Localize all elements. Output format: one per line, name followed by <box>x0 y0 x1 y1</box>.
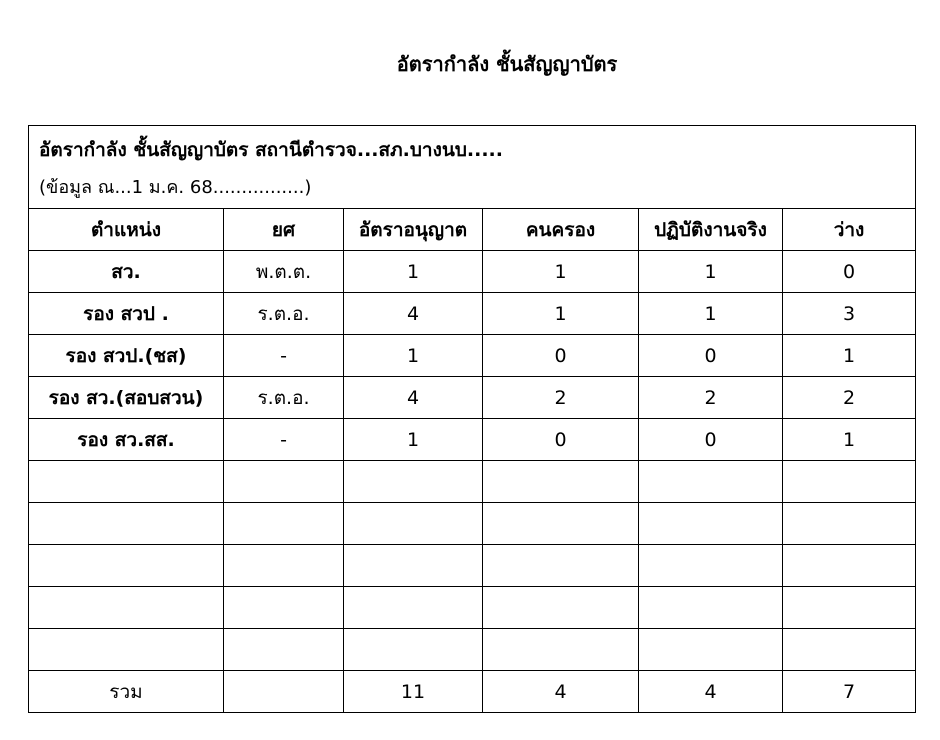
cell-actual: 0 <box>639 419 783 461</box>
cell-position: รอง สว.(สอบสวน) <box>29 377 224 419</box>
cell-vacant: 0 <box>783 251 916 293</box>
header-occupied: คนครอง <box>483 209 639 251</box>
cell-occupied: 1 <box>483 293 639 335</box>
table-row <box>29 377 916 419</box>
cell-rank: ร.ต.อ. <box>224 377 344 419</box>
cell-actual <box>639 461 783 503</box>
cell-occupied: 0 <box>483 335 639 377</box>
cell-actual: 1 <box>639 293 783 335</box>
cell-authorized: 4 <box>344 377 483 419</box>
cell-authorized: 1 <box>344 251 483 293</box>
cell-occupied <box>483 503 639 545</box>
table-row <box>29 545 916 587</box>
cell-authorized <box>344 503 483 545</box>
table-row <box>29 251 916 293</box>
cell-vacant: 2 <box>783 377 916 419</box>
table-caption-cell <box>29 126 916 209</box>
cell-position: รอง สวป.(ชส) <box>29 335 224 377</box>
cell-vacant <box>783 587 916 629</box>
cell-occupied: 0 <box>483 419 639 461</box>
cell-position: รวม <box>29 671 224 713</box>
cell-vacant: 1 <box>783 419 916 461</box>
cell-vacant <box>783 629 916 671</box>
staffing-table <box>28 125 916 713</box>
cell-rank: พ.ต.ต. <box>224 251 344 293</box>
cell-rank <box>224 545 344 587</box>
table-row <box>29 419 916 461</box>
cell-occupied <box>483 629 639 671</box>
cell-actual: 4 <box>639 671 783 713</box>
cell-actual <box>639 587 783 629</box>
cell-position: รอง สวป . <box>29 293 224 335</box>
header-vacant: ว่าง <box>783 209 916 251</box>
cell-position <box>29 629 224 671</box>
cell-rank <box>224 503 344 545</box>
cell-vacant: 1 <box>783 335 916 377</box>
cell-position <box>29 503 224 545</box>
cell-actual <box>639 629 783 671</box>
cell-rank <box>224 671 344 713</box>
cell-actual <box>639 503 783 545</box>
cell-position <box>29 587 224 629</box>
cell-rank <box>224 461 344 503</box>
header-actual: ปฏิบัติงานจริง <box>639 209 783 251</box>
table-row <box>29 629 916 671</box>
cell-rank: - <box>224 335 344 377</box>
table-row <box>29 503 916 545</box>
cell-occupied <box>483 461 639 503</box>
cell-rank: - <box>224 419 344 461</box>
cell-vacant <box>783 545 916 587</box>
cell-position <box>29 545 224 587</box>
cell-authorized: 1 <box>344 419 483 461</box>
cell-occupied: 4 <box>483 671 639 713</box>
table-row <box>29 461 916 503</box>
cell-authorized: 1 <box>344 335 483 377</box>
header-position: ตำแหน่ง <box>29 209 224 251</box>
cell-actual <box>639 545 783 587</box>
header-rank: ยศ <box>224 209 344 251</box>
cell-authorized <box>344 461 483 503</box>
cell-vacant: 7 <box>783 671 916 713</box>
table-row <box>29 587 916 629</box>
total-row <box>29 671 916 713</box>
cell-vacant: 3 <box>783 293 916 335</box>
table-caption: อัตรากำลัง ชั้นสัญญาบัตร สถานีตำรวจ...สภ.บางนบ..... <box>39 139 503 161</box>
table-header-row <box>29 209 916 251</box>
table-caption-row <box>29 126 916 209</box>
cell-occupied <box>483 587 639 629</box>
cell-rank: ร.ต.อ. <box>224 293 344 335</box>
cell-authorized: 4 <box>344 293 483 335</box>
cell-actual: 0 <box>639 335 783 377</box>
cell-position: สว. <box>29 251 224 293</box>
cell-occupied: 1 <box>483 251 639 293</box>
cell-vacant <box>783 503 916 545</box>
header-authorized: อัตราอนุญาต <box>344 209 483 251</box>
cell-authorized: 11 <box>344 671 483 713</box>
cell-rank <box>224 587 344 629</box>
cell-rank <box>224 629 344 671</box>
cell-position <box>29 461 224 503</box>
cell-actual: 2 <box>639 377 783 419</box>
cell-authorized <box>344 545 483 587</box>
cell-actual: 1 <box>639 251 783 293</box>
cell-authorized <box>344 629 483 671</box>
table-row <box>29 335 916 377</box>
cell-occupied <box>483 545 639 587</box>
cell-vacant <box>783 461 916 503</box>
data-date-note: (ข้อมูล ณ...1 ม.ค. 68................) <box>39 177 312 198</box>
page-title: อัตรากำลัง ชั้นสัญญาบัตร <box>396 52 618 76</box>
cell-position: รอง สว.สส. <box>29 419 224 461</box>
cell-authorized <box>344 587 483 629</box>
table-row <box>29 293 916 335</box>
cell-occupied: 2 <box>483 377 639 419</box>
